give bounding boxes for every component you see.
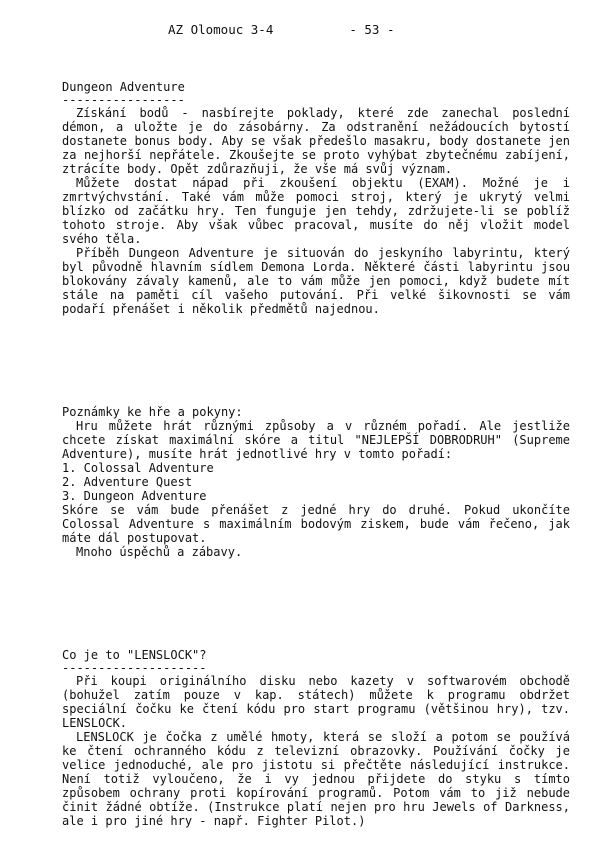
section-game-notes xyxy=(62,405,570,559)
list-item: 1. Colossal Adventure xyxy=(62,461,214,475)
title-underline: ----------------- xyxy=(62,94,185,106)
section-title: Poznámky ke hře a pokyny: xyxy=(62,405,243,419)
paragraph: Získání bodů - nasbírejte poklady, které zde zanechal poslední démon, a uložte je do zásobárny. Za odstranění nežádoucích bytostí dostanete bonus body. Aby se však předešlo masakru, body dostanete jen za nejhorší nepřátele. Zkoušejte se proto vyhýbat zbytečnému zabíjení, ztrácíte body. Opět zdůrazňuji, že vše má svůj význam. xyxy=(62,106,570,176)
title-underline: -------------------- xyxy=(62,662,207,674)
paragraph: Hru můžete hrát různými způsoby a v různém pořadí. Ale jestliže chcete získat maximální skóre a titul "NEJLEPŠÍ DOBRODRUH" (Supreme Adventure), musíte hrát jednotlivé hry v tomto pořadí: xyxy=(62,419,570,461)
section-dungeon-adventure xyxy=(62,80,570,316)
paragraph: Můžete dostat nápad při zkoušení objektu (EXAM). Možné je i zmrtvýchvstání. Také vám může pomoci stroj, který je ukrytý velmi blízko od začátku hry. Ten funguje jen tehdy, zdržujete-li se poblíž tohoto stroje. Aby však vůbec pracoval, musíte do něj vložit model svého těla. xyxy=(62,176,570,246)
page-header xyxy=(168,22,395,37)
section-title: Dungeon Adventure xyxy=(62,80,185,94)
section-title: Co je to "LENSLOCK"? xyxy=(62,648,207,662)
page-number: - 53 - xyxy=(349,22,395,37)
list-item: 3. Dungeon Adventure xyxy=(62,489,207,503)
play-order-list xyxy=(62,461,570,503)
publication-name: AZ Olomouc 3-4 xyxy=(168,22,274,37)
closing-line: Mnoho úspěchů a zábavy. xyxy=(76,545,243,559)
paragraph: Příběh Dungeon Adventure je situován do jeskyního labyrintu, který byl původně hlavním sídlem Demona Lorda. Některé části labyrintu jsou blokovány závaly kamenů, ale to vám může jen pomoci, když budete mít stále na paměti cíl vašeho putování. Při velké šikovnosti se vám podaří přenášet i několik předmětů najednou. xyxy=(62,246,570,316)
paragraph: LENSLOCK je čočka z umělé hmoty, která se složí a potom se používá ke čtení ochranného kódu z televizní obrazovky. Používání čočky je velice jednoduché, ale pro jistotu si přečtěte následující instrukce. Není totiž vyloučeno, že i vy jednou přijdete do styku s tímto způsobem ochrany proti kopírování programů. Potom vám to již nebude činit žádné obtíže. (Instrukce platí nejen pro hru Jewels of Darkness, ale i pro jiné hry - např. Fighter Pilot.) xyxy=(62,730,570,828)
section-lenslock xyxy=(62,648,570,828)
paragraph: Při koupi originálního disku nebo kazety v softwarovém obchodě (bohužel zatím pouze v kap. státech) můžete k programu obdržet speciální čočku ke čtení kódu pro start programu (většinou hry), tzv. LENSLOCK. xyxy=(62,674,570,730)
list-item: 2. Adventure Quest xyxy=(62,475,193,489)
paragraph: Skóre se vám bude přenášet z jedné hry do druhé. Pokud ukončíte Colossal Adventure s maximálním bodovým ziskem, bude vám řečeno, jak máte dál postupovat. xyxy=(62,503,570,545)
